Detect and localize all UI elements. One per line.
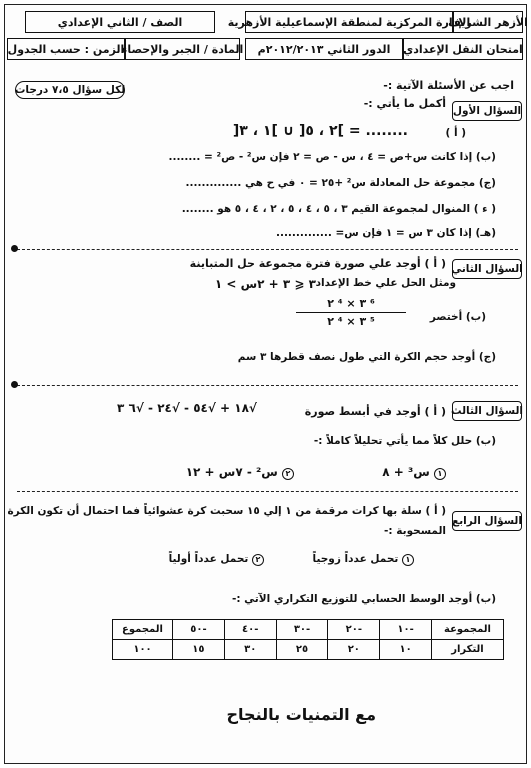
q4-label: السؤال الرابع <box>452 511 522 531</box>
q4-opt2 <box>169 553 264 566</box>
table-header-cell: -١٠ <box>380 620 432 640</box>
q1-b: (ب) إذا كانت س+ص = ٤ ، س - ص = ٢ فإن س² - ص² = ........ <box>168 151 496 163</box>
q1-label: السؤال الأول <box>452 101 522 121</box>
q2-a-2: ومثل الحل علي خط الإعداد <box>315 277 456 289</box>
q4-opt1-number: ١ <box>402 554 414 566</box>
q3-b1-number: ١ <box>434 468 446 480</box>
table-header-cell: -٣٠ <box>276 620 328 640</box>
table-header-cell: -٢٠ <box>328 620 380 640</box>
q4-opt2-number: ٢ <box>252 554 264 566</box>
marks-note: لكل سؤال ٧،٥ درجات <box>15 81 125 99</box>
header-exam: امتحان النقل الإعدادي <box>403 38 523 60</box>
table-header-cell: -٤٠ <box>224 620 276 640</box>
q2-c: (ج) أوجد حجم الكرة التي طول نصف قطرها ٣ سم <box>237 351 496 363</box>
table-row <box>113 620 504 640</box>
q3-b2 <box>186 465 294 480</box>
table-cell: ١٠ <box>380 640 432 660</box>
q4-opt2-text: تحمل عدداً أولياً <box>168 553 249 565</box>
q2-frac-den: ٢ ⁴ × ٣ ⁵ <box>327 315 375 328</box>
table-cell: ٢٥ <box>276 640 328 660</box>
table-row <box>113 640 504 660</box>
instruction: اجب عن الأسئلة الآتية :- <box>383 79 514 92</box>
table-header-cell: -٥٠ <box>173 620 225 640</box>
header-admin: الإدارة المركزية لمنطقة الإسماعيلية الأزهرية <box>245 11 453 33</box>
q1-e: (هـ) إذا كان ٣ س = ١ فإن س= .............. <box>275 227 496 239</box>
exam-sheet <box>4 4 527 764</box>
q1-d: ( ء ) المنوال لمجموعة القيم ٣ ، ٥ ، ٤ ، ٥ ، ٢ ، ٤ ، ٥ هو ........ <box>181 203 496 215</box>
frequency-table <box>112 619 504 660</box>
table-header-cell: المجموع <box>113 620 173 640</box>
separator-dot <box>11 245 18 252</box>
header-azhar: الأزهر الشريف <box>453 11 523 33</box>
separator-2 <box>17 385 518 386</box>
q3-b1-expr: س³ + ٨ <box>382 465 430 479</box>
header-subject: المادة / الجبر والإحصاء <box>125 38 240 60</box>
header-term: الدور الثاني ٢٠١٢/٢٠١٣م <box>245 38 403 60</box>
header-grade: الصف / الثاني الإعدادي <box>25 11 215 33</box>
q2-label: السؤال الثاني <box>452 259 522 279</box>
table-cell: التكرار <box>432 640 504 660</box>
table-header-cell: المجموعة <box>432 620 504 640</box>
header-time: الزمن : حسب الجدول <box>7 38 125 60</box>
table-cell: ٣٠ <box>224 640 276 660</box>
q4-opt1 <box>313 553 414 566</box>
q4-a-2: المسحوبة :- <box>384 525 446 537</box>
table-cell: ١٥ <box>173 640 225 660</box>
q4-opt1-text: تحمل عدداً زوجياً <box>312 553 399 565</box>
q3-a-math: √١٨ + √٥٤ - √٢٤ - √٦ ٣ <box>117 401 257 415</box>
q4-b: (ب) أوجد الوسط الحسابي للتوزيع التكراري الآتي :- <box>231 593 496 605</box>
q2-a: ( أ ) أوجد علي صورة فترة مجموعة حل المتباينة <box>189 257 446 270</box>
q1-a-math: ]٢ ، ٥[ ∪ ]١ ، ٣[ = ........ <box>232 123 408 139</box>
q3-a: ( أ ) أوجد في أبسط صورة <box>304 405 446 418</box>
q3-b2-expr: س² - ٧س + ١٢ <box>185 465 278 479</box>
q3-b: (ب) حلل كلاً مما يأتي تحليلاً كاملاً :- <box>313 435 496 447</box>
q2-fraction <box>296 297 406 328</box>
q1-c: (ج) مجموعة حل المعادلة س² +٢٥ = ٠ في ح هي .............. <box>185 177 496 189</box>
q3-b1 <box>382 465 446 480</box>
q2-b-label: (ب) أختصر <box>429 311 486 323</box>
q3-b2-number: ٢ <box>282 468 294 480</box>
q1-intro: أكمل ما يأتي :- <box>363 97 446 110</box>
q2-a-math: ٣ ⩽ ٣ + ٢س > ١ <box>214 277 316 291</box>
q1-a-label: ( أ ) <box>445 127 466 139</box>
table-cell: ٢٠ <box>328 640 380 660</box>
separator-3 <box>17 491 518 492</box>
separator-dot <box>11 381 18 388</box>
separator-1 <box>17 249 518 250</box>
table-cell: ١٠٠ <box>113 640 173 660</box>
closing-message: مع التمنيات بالنجاح <box>226 705 376 724</box>
q3-label: السؤال الثالث <box>452 401 522 421</box>
q4-a: ( أ ) سلة بها كرات مرقمة من ١ إلي ١٥ سحبت كرة عشوائياً فما احتمال أن تكون الكرة <box>7 505 446 517</box>
q2-frac-num: ٢ ⁴ × ٣ ⁶ <box>296 297 406 313</box>
